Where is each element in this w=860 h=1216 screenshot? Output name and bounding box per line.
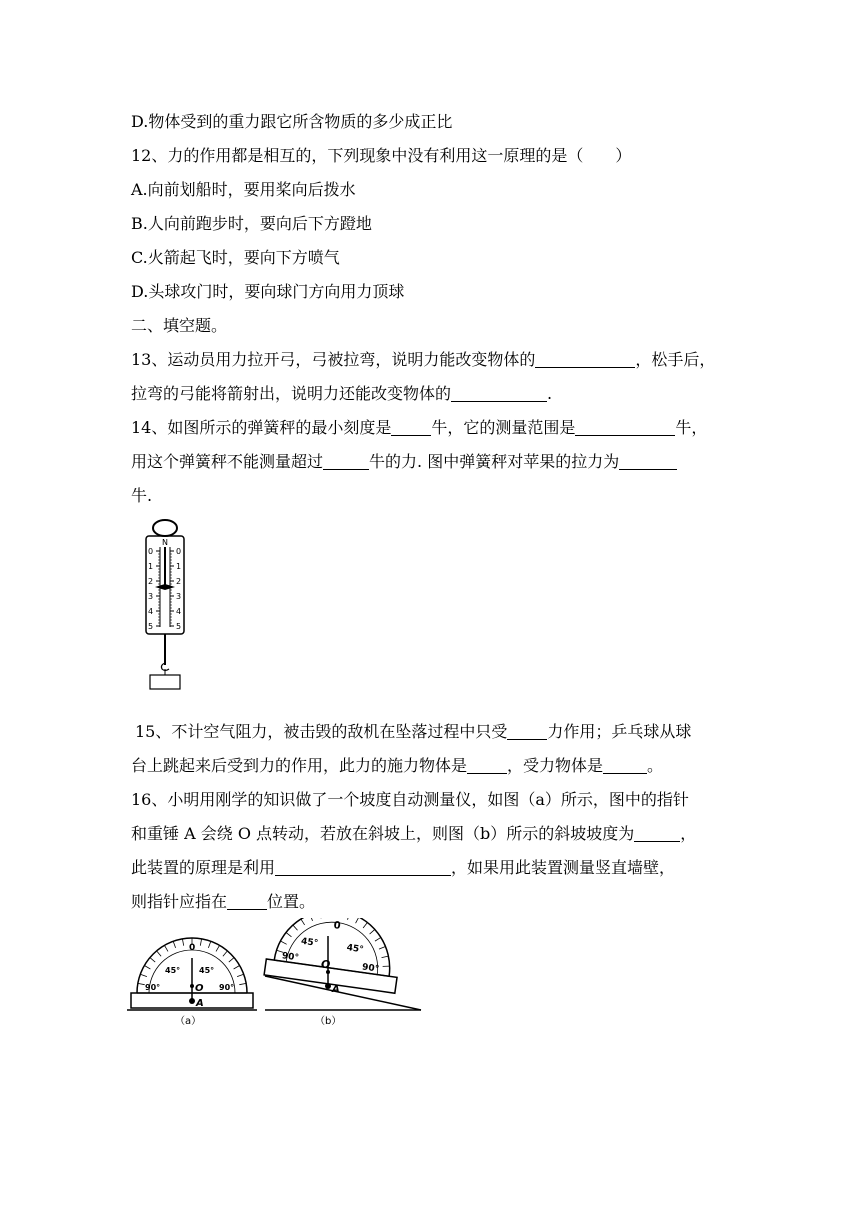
q16-blank1[interactable] xyxy=(634,825,680,842)
scale-tick-label-right: 5 xyxy=(176,622,182,631)
protractor-b-label-o: O xyxy=(321,958,331,971)
scale-tick-label-left: 3 xyxy=(148,592,154,601)
scale-tick-label-right: 1 xyxy=(176,562,182,571)
q13-line1 xyxy=(131,350,715,370)
q16-text7: 位置。 xyxy=(267,892,316,911)
protractor-a-tick xyxy=(237,974,244,976)
protractor-a-tick xyxy=(182,939,183,946)
protractor-a-label-o: O xyxy=(195,983,204,994)
q12-stem: 12、力的作用都是相互的，下列现象中没有利用这一原理的是（ ） xyxy=(131,146,632,165)
protractor-b-tick xyxy=(300,919,305,925)
protractor-b-tick xyxy=(286,932,292,936)
protractor-b-tick xyxy=(382,955,389,958)
protractor-a-tick xyxy=(150,958,155,963)
section-title: 二、填空题。 xyxy=(131,316,228,335)
protractor-a-caption: （a） xyxy=(175,1016,202,1027)
scale-ring xyxy=(153,520,177,536)
scale-tick-label-left: 1 xyxy=(148,562,154,571)
protractor-a-tick xyxy=(239,983,246,984)
scale-tick-label-left: 4 xyxy=(148,607,154,616)
protractor-a xyxy=(127,938,257,1027)
protractor-a-tick xyxy=(234,966,240,970)
spring-scale-drawing xyxy=(130,515,200,695)
protractor-b-weight xyxy=(325,983,331,989)
q16-text4: 此装置的原理是利用 xyxy=(131,858,276,877)
protractor-b-label-0: 0 xyxy=(332,920,342,932)
protractor-b-tick xyxy=(383,965,390,967)
protractor-b-label-45-left: 45° xyxy=(300,936,319,949)
scale-tick-label-right: 0 xyxy=(176,547,182,556)
q16-text2: 和重锤 A 会绕 O 点转动，若放在斜坡上，则图（b）所示的斜坡坡度为 xyxy=(131,824,635,843)
protractor-b-tick xyxy=(370,929,375,935)
protractor-a-tick xyxy=(165,945,169,951)
q15-line2 xyxy=(131,756,663,776)
q14-blank4[interactable] xyxy=(619,453,677,470)
protractor-a-tick xyxy=(140,974,147,976)
protractor-b-tick xyxy=(309,918,313,921)
q14-text3: 牛， xyxy=(675,418,708,437)
protractor-a-tick xyxy=(208,941,210,948)
protractor-b-tick xyxy=(379,946,385,950)
q15-text5: 。 xyxy=(647,756,664,775)
q14-line1 xyxy=(131,418,707,438)
scale-unit-label: N xyxy=(162,538,168,547)
protractor-b-tick xyxy=(292,925,298,930)
slope-incline xyxy=(265,976,421,1010)
protractor-b-label-90-right: 90° xyxy=(361,962,380,975)
q14-blank2[interactable] xyxy=(575,419,675,436)
q13-text2: ，松手后， xyxy=(635,350,716,369)
protractor-b-tick xyxy=(347,918,349,920)
q16-text3: ， xyxy=(680,824,697,843)
q16-line2 xyxy=(131,824,696,844)
q14-text4: 用这个弹簧秤不能测量超过 xyxy=(131,452,324,471)
q12-option-c: C.火箭起飞时，要向下方喷气 xyxy=(131,248,340,267)
q15-text4: ，受力物体是 xyxy=(507,756,604,775)
protractor-a-tick xyxy=(200,939,201,946)
protractor-a-tick xyxy=(144,966,150,970)
q12-option-a: A.向前划船时，要用桨向后拨水 xyxy=(131,180,356,199)
q16-text5: ，如果用此装置测量竖直墙壁， xyxy=(451,858,676,877)
q15-text3: 台上跳起来后受到力的作用，此力的施力物体是 xyxy=(131,756,468,775)
protractor-b-caption: （b） xyxy=(315,1016,342,1027)
q14-text2: 牛，它的测量范围是 xyxy=(431,418,576,437)
scale-tick-label-left: 0 xyxy=(148,547,154,556)
protractor-b-body xyxy=(264,918,405,993)
protractor-a-label-0: 0 xyxy=(189,943,196,953)
q12-option-d: D.头球攻门时，要向球门方向用力顶球 xyxy=(131,282,405,301)
protractor-figure xyxy=(125,918,425,1033)
q15-text2: 力作用；乒乓球从球 xyxy=(547,722,692,741)
scale-pointer xyxy=(155,584,175,590)
q15-blank3[interactable] xyxy=(603,757,647,774)
protractor-a-pivot xyxy=(190,984,194,988)
protractor-a-label-90-left: 90° xyxy=(145,983,161,992)
q13-blank1[interactable] xyxy=(535,351,635,368)
spring-scale-figure xyxy=(130,515,200,695)
scale-tick-label-right: 3 xyxy=(176,592,182,601)
protractor-a-weight xyxy=(189,998,195,1004)
protractor-b-label-a: A xyxy=(332,984,340,995)
q13-text3: 拉弯的弓能将箭射出，说明力还能改变物体的 xyxy=(131,384,452,403)
scale-tick-label-left: 5 xyxy=(148,622,154,631)
protractor-b-tick xyxy=(375,937,381,942)
protractor-a-tick xyxy=(216,945,220,951)
protractor-drawing xyxy=(125,918,425,1033)
protractor-b-label-90-left: 90° xyxy=(281,951,300,964)
q14-blank3[interactable] xyxy=(323,453,369,470)
protractor-a-tick xyxy=(223,951,228,956)
scale-tick-label-right: 4 xyxy=(176,607,182,616)
scale-tick-label-left: 2 xyxy=(148,577,154,586)
q13-text1: 13、运动员用力拉开弓，弓被拉弯，说明力能改变物体的 xyxy=(131,350,536,369)
q16-text6: 则指针应指在 xyxy=(131,892,228,911)
q11-option-d: D.物体受到的重力跟它所含物质的多少成正比 xyxy=(131,112,453,131)
q13-text4: . xyxy=(547,384,553,403)
q15-blank2[interactable] xyxy=(467,757,507,774)
q14-text5: 牛的力. 图中弹簧秤对苹果的拉力为 xyxy=(369,452,620,471)
q13-line2 xyxy=(131,384,552,404)
protractor-b xyxy=(264,918,421,1027)
q16-line3 xyxy=(131,858,675,878)
scale-weight-block xyxy=(150,675,180,689)
q14-blank1[interactable] xyxy=(391,419,431,436)
protractor-a-tick xyxy=(173,941,175,948)
protractor-a-label-a: A xyxy=(196,998,204,1009)
q15-blank1[interactable] xyxy=(507,723,547,740)
q13-blank2[interactable] xyxy=(451,385,547,402)
q16-line1: 16、小明用刚学的知识做了一个坡度自动测量仪，如图（a）所示，图中的指针 xyxy=(131,790,689,809)
protractor-b-tick xyxy=(280,941,287,944)
protractor-a-tick xyxy=(157,951,162,956)
protractor-b-tick xyxy=(363,922,367,928)
q14-line2 xyxy=(131,452,677,472)
q14-line3: 牛. xyxy=(131,486,153,505)
q16-line4 xyxy=(131,892,315,912)
q16-blank2[interactable] xyxy=(275,859,451,876)
q15-text1: 15、不计空气阻力，被击毁的敌机在坠落过程中只受 xyxy=(135,722,508,741)
scale-tick-label-right: 2 xyxy=(176,577,182,586)
protractor-b-tick xyxy=(356,918,359,924)
protractor-b-label-45-right: 45° xyxy=(345,943,365,956)
q14-text1: 14、如图所示的弹簧秤的最小刻度是 xyxy=(131,418,392,437)
q16-blank3[interactable] xyxy=(227,893,267,910)
protractor-a-tick xyxy=(229,958,234,963)
protractor-a-label-45-left: 45° xyxy=(165,966,181,975)
q15-line1 xyxy=(135,722,691,742)
protractor-a-label-45-right: 45° xyxy=(199,966,215,975)
protractor-a-label-90-right: 90° xyxy=(219,983,235,992)
q12-option-b: B.人向前跑步时，要向后下方蹬地 xyxy=(131,214,372,233)
protractor-a-tick xyxy=(138,983,145,984)
